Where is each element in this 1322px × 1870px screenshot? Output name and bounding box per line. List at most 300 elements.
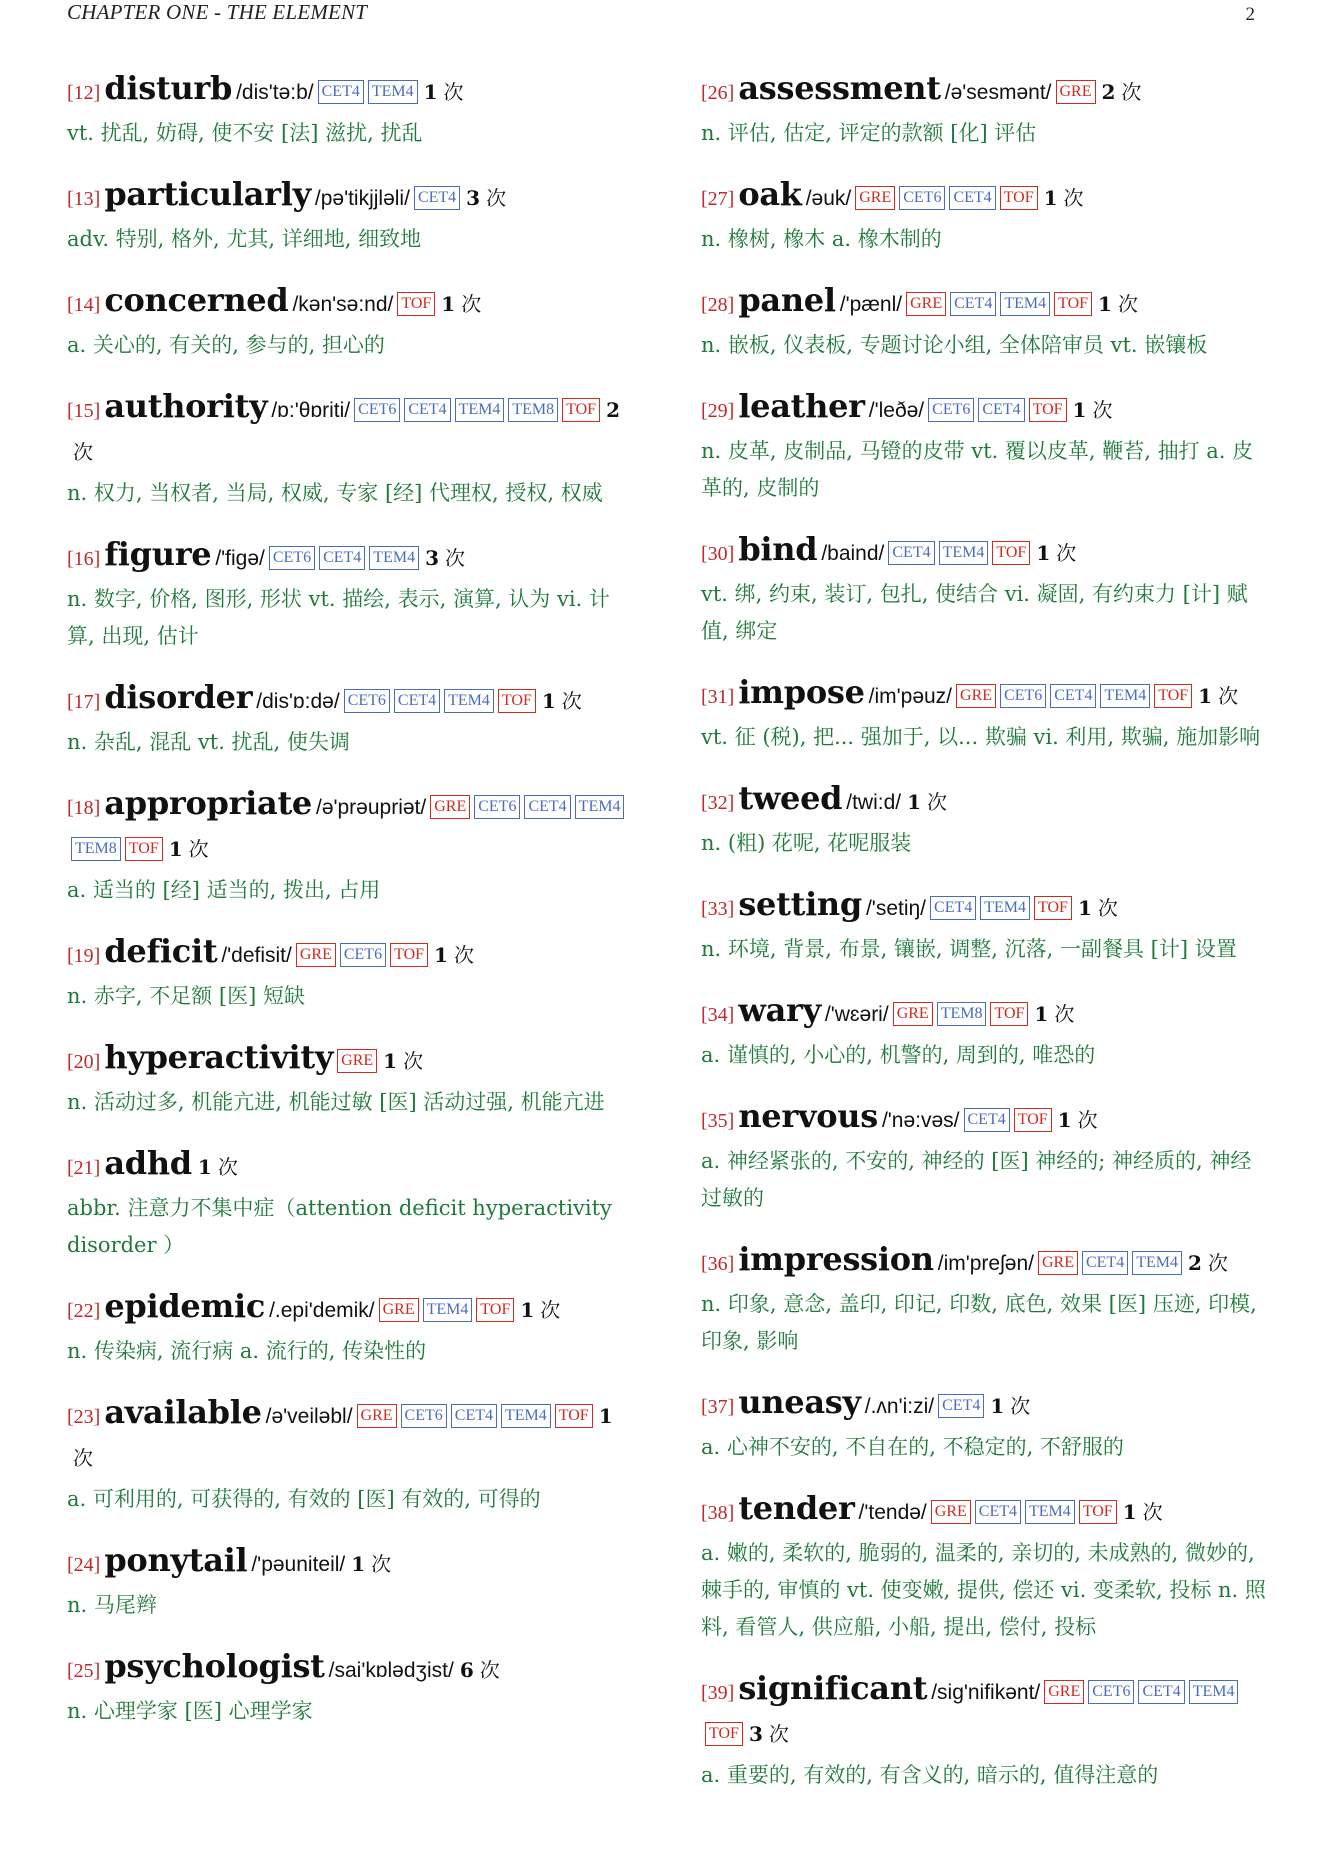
vocab-entry — [701, 174, 1271, 258]
exam-tag-tem4: TEM4 — [501, 1404, 551, 1428]
exam-tag-cet4: CET4 — [964, 1108, 1010, 1132]
count-unit: 次 — [1121, 80, 1142, 104]
occurrence-count — [520, 1298, 560, 1322]
exam-tag-cet4: CET4 — [1138, 1680, 1184, 1704]
count-value: 1 — [441, 292, 456, 316]
count-value: 3 — [466, 186, 481, 210]
phonetic: /im'pəuz/ — [868, 685, 953, 708]
count-unit: 次 — [443, 80, 464, 104]
occurrence-count — [1044, 186, 1084, 210]
count-value: 3 — [425, 546, 439, 570]
entry-number: [14] — [67, 294, 101, 316]
vocab-entry — [67, 1143, 637, 1264]
count-unit: 次 — [453, 943, 474, 967]
exam-tag-tof: TOF — [990, 1002, 1028, 1026]
entry-headline — [67, 174, 637, 220]
phonetic: /'defisit/ — [221, 944, 292, 967]
vocab-entry — [67, 783, 637, 909]
definition: n. 心理学家 [医] 心理学家 — [67, 1699, 313, 1723]
occurrence-count — [907, 790, 947, 814]
count-value: 1 — [383, 1049, 398, 1073]
occurrence-count — [542, 689, 582, 713]
count-value: 1 — [1077, 896, 1092, 920]
occurrence-count — [425, 546, 465, 570]
exam-tag-tof: TOF — [476, 1298, 514, 1322]
count-unit: 次 — [1092, 398, 1113, 422]
definition: a. 适当的 [经] 适当的, 拨出, 占用 — [67, 878, 381, 902]
vocab-entry — [701, 1488, 1271, 1646]
entry-number: [20] — [67, 1051, 101, 1073]
vocab-entry — [701, 672, 1271, 756]
exam-tag-tem4: TEM4 — [455, 398, 505, 422]
occurrence-count — [1198, 684, 1238, 708]
definition: n. 马尾辫 — [67, 1593, 157, 1617]
entry-number: [39] — [701, 1682, 735, 1704]
definition: n. 传染病, 流行病 a. 流行的, 传染性的 — [67, 1339, 427, 1363]
definition: n. 权力, 当权者, 当局, 权威, 专家 [经] 代理权, 授权, 权威 — [67, 481, 603, 505]
count-value: 2 — [1101, 80, 1116, 104]
exam-tag-gre: GRE — [1044, 1680, 1084, 1704]
occurrence-count — [460, 1658, 500, 1682]
exam-tag-tof: TOF — [1014, 1108, 1052, 1132]
definition: adv. 特别, 格外, 尤其, 详细地, 细致地 — [67, 227, 422, 251]
phonetic: /baind/ — [821, 542, 885, 565]
headword: tender — [738, 1489, 855, 1527]
count-unit: 次 — [486, 186, 507, 210]
exam-tag-gre: GRE — [1038, 1251, 1078, 1275]
entry-headline — [701, 280, 1271, 326]
exam-tag-gre: GRE — [357, 1404, 397, 1428]
count-unit: 次 — [1077, 1108, 1098, 1132]
count-unit: 次 — [1054, 1002, 1075, 1026]
exam-tag-tof: TOF — [1000, 186, 1038, 210]
occurrence-count — [169, 837, 209, 861]
count-unit: 次 — [1218, 684, 1239, 708]
occurrence-count — [351, 1552, 391, 1576]
headword: particularly — [104, 175, 311, 213]
definition: vt. 扰乱, 妨碍, 使不安 [法] 滋扰, 扰乱 — [67, 121, 423, 145]
headword: ponytail — [104, 1541, 248, 1579]
phonetic: /'wɛəri/ — [824, 1003, 889, 1026]
vocab-entry — [67, 280, 637, 364]
exam-tag-gre: GRE — [931, 1500, 971, 1524]
entry-headline — [701, 1488, 1271, 1534]
exam-tag-cet4: CET4 — [888, 541, 934, 565]
count-value: 1 — [541, 689, 556, 713]
exam-tag-cet6: CET6 — [928, 398, 974, 422]
vocab-entry — [67, 1037, 637, 1121]
exam-tag-cet4: CET4 — [975, 1500, 1021, 1524]
exam-tag-tem4: TEM4 — [1000, 292, 1050, 316]
count-unit: 次 — [73, 440, 93, 464]
exam-tag-tem4: TEM4 — [939, 541, 989, 565]
exam-tag-tof: TOF — [498, 689, 536, 713]
count-value: 1 — [1043, 186, 1058, 210]
headword: hyperactivity — [104, 1038, 334, 1076]
phonetic: /dis'ɒ:də/ — [256, 690, 340, 713]
headword: nervous — [738, 1097, 878, 1135]
exam-tag-gre: GRE — [1056, 80, 1096, 104]
headword: authority — [104, 387, 268, 425]
phonetic: /kən'sə:nd/ — [292, 293, 394, 316]
entry-number: [13] — [67, 188, 101, 210]
entry-headline — [67, 783, 637, 871]
vocab-entry — [701, 1668, 1271, 1794]
entry-number: [33] — [701, 898, 735, 920]
exam-tag-tof: TOF — [397, 292, 435, 316]
occurrence-count — [990, 1394, 1030, 1418]
exam-tag-cet6: CET6 — [1088, 1680, 1134, 1704]
phonetic: /'pəuniteil/ — [251, 1553, 346, 1576]
definition: a. 神经紧张的, 不安的, 神经的 [医] 神经的; 神经质的, 神经过敏的 — [701, 1149, 1252, 1210]
count-unit: 次 — [1207, 1251, 1228, 1275]
entry-number: [36] — [701, 1253, 735, 1275]
exam-tag-cet4: CET4 — [318, 80, 364, 104]
exam-tag-tof: TOF — [705, 1722, 743, 1746]
vocab-entry — [701, 529, 1271, 650]
exam-tag-cet4: CET4 — [950, 292, 996, 316]
definition: n. 皮革, 皮制品, 马镫的皮带 vt. 覆以皮革, 鞭苔, 抽打 a. 皮革的, 皮制的 — [701, 439, 1254, 500]
entry-headline — [67, 280, 637, 326]
exam-tag-cet6: CET6 — [344, 689, 390, 713]
phonetic: /ə'prəupriət/ — [315, 796, 427, 819]
right-column — [701, 68, 1271, 1794]
headword: impose — [738, 673, 865, 711]
entry-number: [21] — [67, 1157, 101, 1179]
exam-tag-tem8: TEM8 — [937, 1002, 987, 1026]
entry-number: [18] — [67, 797, 101, 819]
entry-headline — [67, 1286, 637, 1332]
count-unit: 次 — [188, 837, 209, 861]
count-unit: 次 — [217, 1155, 238, 1179]
exam-tag-gre: GRE — [956, 684, 996, 708]
exam-tag-cet4: CET4 — [319, 546, 365, 570]
occurrence-count — [1036, 541, 1076, 565]
exam-tag-cet4: CET4 — [394, 689, 440, 713]
phonetic: /'tendə/ — [858, 1501, 927, 1524]
definition: n. 环境, 背景, 布景, 镶嵌, 调整, 沉落, 一副餐具 [计] 设置 — [701, 937, 1237, 961]
count-value: 1 — [1122, 1500, 1137, 1524]
entry-headline — [67, 1392, 637, 1480]
exam-tag-cet6: CET6 — [474, 795, 520, 819]
vocab-entry — [701, 778, 1271, 862]
count-unit: 次 — [1010, 1394, 1031, 1418]
entry-number: [34] — [701, 1004, 735, 1026]
phonetic: /'nə:vəs/ — [881, 1109, 960, 1132]
definition: a. 谨慎的, 小心的, 机警的, 周到的, 唯恐的 — [701, 1043, 1096, 1067]
phonetic: /.epi'demik/ — [269, 1299, 375, 1322]
vocab-entry — [67, 174, 637, 258]
exam-tag-gre: GRE — [430, 795, 470, 819]
count-unit: 次 — [768, 1722, 789, 1746]
entry-number: [38] — [701, 1502, 735, 1524]
entry-headline — [701, 1239, 1271, 1285]
exam-tag-tem4: TEM4 — [980, 896, 1030, 920]
definition: n. 嵌板, 仪表板, 专题讨论小组, 全体陪审员 vt. 嵌镶板 — [701, 333, 1208, 357]
entry-number: [25] — [67, 1660, 101, 1682]
entry-headline — [67, 386, 637, 474]
count-unit: 次 — [1063, 186, 1084, 210]
entry-headline — [701, 1382, 1271, 1428]
entry-number: [37] — [701, 1396, 735, 1418]
headword: tweed — [738, 779, 843, 817]
exam-tag-tem4: TEM4 — [1189, 1680, 1239, 1704]
count-value: 1 — [1034, 1002, 1049, 1026]
vocab-entry — [67, 1392, 637, 1518]
definition: a. 嫩的, 柔软的, 脆弱的, 温柔的, 亲切的, 未成熟的, 微妙的, 棘手的, 审慎的 vt. 使变嫩, 提供, 偿还 vi. 变柔软, 投标 n. 照料, 看管人, 供应船, 小船, 提出, 偿付, 投标 — [701, 1541, 1266, 1639]
count-unit: 次 — [540, 1298, 561, 1322]
entry-number: [30] — [701, 543, 735, 565]
exam-tag-cet4: CET4 — [930, 896, 976, 920]
count-value: 1 — [1072, 398, 1087, 422]
count-value: 1 — [434, 943, 448, 967]
entry-headline — [701, 529, 1271, 575]
count-value: 1 — [1198, 684, 1213, 708]
definition: n. 活动过多, 机能亢进, 机能过敏 [医] 活动过强, 机能亢进 — [67, 1090, 605, 1114]
definition: vt. 征 (税), 把... 强加于, 以... 欺骗 vi. 利用, 欺骗, 施加影响 — [701, 725, 1261, 749]
occurrence-count — [1034, 1002, 1074, 1026]
phonetic: /ə'sesmənt/ — [944, 81, 1052, 104]
count-value: 1 — [1098, 292, 1112, 316]
definition: a. 关心的, 有关的, 参与的, 担心的 — [67, 333, 385, 357]
phonetic: /'leðə/ — [868, 399, 925, 422]
vocab-entry — [67, 931, 637, 1015]
chapter-title: CHAPTER ONE - THE ELEMENT — [67, 0, 368, 24]
count-unit: 次 — [445, 546, 465, 570]
vocab-entry — [67, 1646, 637, 1730]
count-value: 3 — [748, 1722, 763, 1746]
count-value: 6 — [459, 1658, 474, 1682]
occurrence-count — [1102, 80, 1142, 104]
exam-tag-tof: TOF — [562, 398, 600, 422]
entry-headline — [67, 677, 637, 723]
headword: bind — [738, 530, 818, 568]
exam-tag-tof: TOF — [1079, 1500, 1117, 1524]
phonetic: /'pænl/ — [839, 293, 903, 316]
count-value: 1 — [990, 1394, 1005, 1418]
entry-number: [29] — [701, 400, 735, 422]
count-value: 1 — [598, 1404, 613, 1428]
entry-headline — [701, 778, 1271, 824]
exam-tag-cet6: CET6 — [401, 1404, 447, 1428]
exam-tag-gre: GRE — [906, 292, 946, 316]
entry-number: [31] — [701, 686, 735, 708]
exam-tag-tof: TOF — [1034, 896, 1072, 920]
definition: n. 橡树, 橡木 a. 橡木制的 — [701, 227, 942, 251]
occurrence-count — [749, 1722, 789, 1746]
headword: disorder — [104, 678, 253, 716]
exam-tag-tem4: TEM4 — [369, 546, 419, 570]
exam-tag-tof: TOF — [992, 541, 1030, 565]
exam-tag-tof: TOF — [125, 837, 163, 861]
exam-tag-tem8: TEM8 — [508, 398, 558, 422]
exam-tag-cet4: CET4 — [524, 795, 570, 819]
headword: wary — [738, 991, 821, 1029]
exam-tag-cet6: CET6 — [899, 186, 945, 210]
definition: vt. 绑, 约束, 装订, 包扎, 使结合 vi. 凝固, 有约束力 [计] 赋值, 绑定 — [701, 582, 1248, 643]
vocab-entry — [701, 1239, 1271, 1360]
exam-tag-tem8: TEM8 — [71, 837, 121, 861]
definition: n. 数字, 价格, 图形, 形状 vt. 描绘, 表示, 演算, 认为 vi. 计算, 出现, 估计 — [67, 587, 610, 648]
entry-headline — [67, 534, 637, 580]
exam-tag-cet4: CET4 — [1050, 684, 1096, 708]
occurrence-count — [198, 1155, 238, 1179]
entry-headline — [701, 884, 1271, 930]
entry-headline — [701, 174, 1271, 220]
phonetic: /pə'tikjjləli/ — [314, 187, 410, 210]
entry-number: [24] — [67, 1554, 101, 1576]
entry-headline — [701, 386, 1271, 432]
entry-number: [15] — [67, 400, 101, 422]
count-unit: 次 — [927, 790, 948, 814]
exam-tag-cet4: CET4 — [1082, 1251, 1128, 1275]
exam-tag-cet6: CET6 — [354, 398, 400, 422]
occurrence-count — [441, 292, 481, 316]
vocab-entry — [67, 1286, 637, 1370]
vocab-entry — [67, 534, 637, 655]
exam-tag-tem4: TEM4 — [1100, 684, 1150, 708]
vocab-entry — [67, 677, 637, 761]
vocab-entry — [701, 1096, 1271, 1217]
count-value: 1 — [907, 790, 922, 814]
headword: disturb — [104, 69, 233, 107]
count-value: 1 — [423, 80, 438, 104]
occurrence-count — [1058, 1108, 1098, 1132]
headword: appropriate — [104, 784, 312, 822]
headword: available — [104, 1393, 262, 1431]
count-unit: 次 — [1142, 1500, 1163, 1524]
definition: a. 重要的, 有效的, 有含义的, 暗示的, 值得注意的 — [701, 1763, 1159, 1787]
vocab-entry — [701, 884, 1271, 968]
exam-tag-tem4: TEM4 — [423, 1298, 473, 1322]
count-value: 1 — [520, 1298, 535, 1322]
occurrence-count — [434, 943, 474, 967]
count-value: 1 — [197, 1155, 212, 1179]
exam-tag-tem4: TEM4 — [1132, 1251, 1182, 1275]
page-number: 2 — [1245, 4, 1255, 25]
exam-tag-tof: TOF — [1054, 292, 1092, 316]
exam-tag-tof: TOF — [390, 943, 428, 967]
exam-tag-cet4: CET4 — [451, 1404, 497, 1428]
exam-tag-cet4: CET4 — [949, 186, 995, 210]
entry-headline — [67, 1646, 637, 1692]
occurrence-count — [424, 80, 464, 104]
definition: n. (粗) 花呢, 花呢服装 — [701, 831, 912, 855]
exam-tag-tof: TOF — [555, 1404, 593, 1428]
entry-headline — [67, 1037, 637, 1083]
count-unit: 次 — [371, 1552, 392, 1576]
exam-tag-tem4: TEM4 — [368, 80, 418, 104]
exam-tag-gre: GRE — [296, 943, 336, 967]
vocab-entry — [67, 1540, 637, 1624]
entry-number: [17] — [67, 691, 101, 713]
headword: psychologist — [104, 1647, 325, 1685]
occurrence-count — [466, 186, 506, 210]
headword: concerned — [104, 281, 289, 319]
definition: abbr. 注意力不集中症（attention deficit hyperactivity disorder ） — [67, 1196, 612, 1257]
headword: epidemic — [104, 1287, 266, 1325]
entry-headline — [67, 931, 637, 977]
vocab-entry — [701, 386, 1271, 507]
phonetic: /im'preʃən/ — [937, 1252, 1034, 1275]
phonetic: /.ʌn'i:zi/ — [864, 1395, 935, 1418]
entry-number: [27] — [701, 188, 735, 210]
exam-tag-cet6: CET6 — [340, 943, 386, 967]
exam-tag-cet4: CET4 — [978, 398, 1024, 422]
entry-number: [12] — [67, 82, 101, 104]
count-unit: 次 — [561, 689, 582, 713]
headword: figure — [104, 535, 212, 573]
vocab-entry — [67, 68, 637, 152]
occurrence-count — [1123, 1500, 1163, 1524]
definition: n. 评估, 估定, 评定的款额 [化] 评估 — [701, 121, 1037, 145]
count-value: 1 — [1036, 541, 1051, 565]
phonetic: /sig'nifikənt/ — [931, 1681, 1041, 1704]
headword: assessment — [738, 69, 941, 107]
count-value: 1 — [168, 837, 183, 861]
exam-tag-cet6: CET6 — [269, 546, 315, 570]
occurrence-count — [1073, 398, 1113, 422]
entry-headline — [67, 68, 637, 114]
headword: adhd — [104, 1144, 192, 1182]
count-value: 1 — [351, 1552, 366, 1576]
exam-tag-gre: GRE — [337, 1049, 377, 1073]
count-value: 2 — [1187, 1251, 1202, 1275]
entry-number: [28] — [701, 294, 735, 316]
definition: n. 杂乱, 混乱 vt. 扰乱, 使失调 — [67, 730, 350, 754]
vocab-entry — [701, 990, 1271, 1074]
headword: setting — [738, 885, 862, 923]
phonetic: /əuk/ — [805, 187, 852, 210]
count-value: 2 — [606, 398, 620, 422]
exam-tag-gre: GRE — [855, 186, 895, 210]
definition: n. 赤字, 不足额 [医] 短缺 — [67, 984, 305, 1008]
exam-tag-gre: GRE — [893, 1002, 933, 1026]
entry-number: [35] — [701, 1110, 735, 1132]
exam-tag-tem4: TEM4 — [444, 689, 494, 713]
occurrence-count — [1188, 1251, 1228, 1275]
phonetic: /dis'tə:b/ — [236, 81, 314, 104]
entry-number: [22] — [67, 1300, 101, 1322]
headword: significant — [738, 1669, 928, 1707]
entry-number: [16] — [67, 548, 101, 570]
headword: deficit — [104, 932, 218, 970]
exam-tag-gre: GRE — [379, 1298, 419, 1322]
count-unit: 次 — [479, 1658, 500, 1682]
entry-headline — [701, 990, 1271, 1036]
exam-tag-cet4: CET4 — [938, 1394, 984, 1418]
entry-headline — [67, 1540, 637, 1586]
vocab-entry — [67, 386, 637, 512]
phonetic: /'setiŋ/ — [865, 897, 927, 920]
count-value: 1 — [1057, 1108, 1072, 1132]
entry-headline — [701, 68, 1271, 114]
headword: panel — [738, 281, 836, 319]
phonetic: /twi:d/ — [846, 791, 902, 814]
exam-tag-tof: TOF — [1029, 398, 1067, 422]
entry-headline — [701, 1668, 1271, 1756]
headword: impression — [738, 1240, 934, 1278]
count-unit: 次 — [1117, 292, 1138, 316]
phonetic: /'figə/ — [215, 547, 265, 570]
exam-tag-tof: TOF — [1154, 684, 1192, 708]
definition: a. 心神不安的, 不自在的, 不稳定的, 不舒服的 — [701, 1435, 1124, 1459]
vocab-entry — [701, 68, 1271, 152]
exam-tag-tem4: TEM4 — [575, 795, 625, 819]
occurrence-count — [1098, 292, 1138, 316]
entry-headline — [67, 1143, 637, 1189]
exam-tag-tem4: TEM4 — [1025, 1500, 1075, 1524]
